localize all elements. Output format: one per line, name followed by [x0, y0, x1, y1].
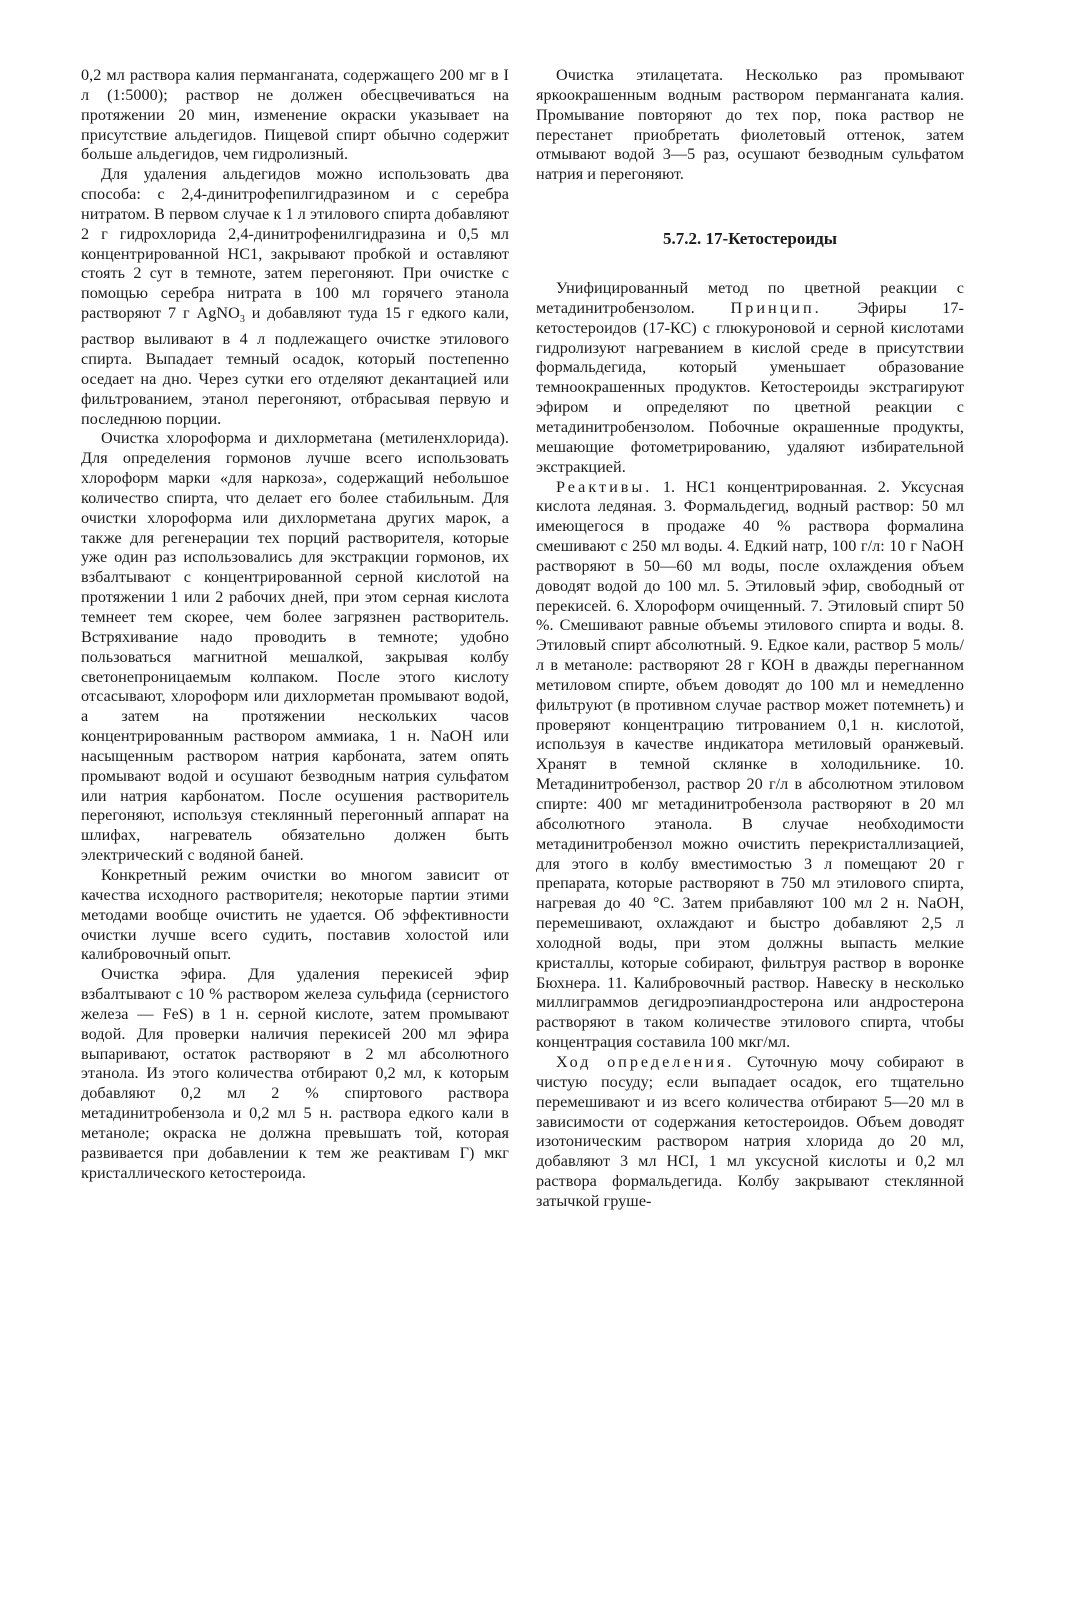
paragraph-purification-mode: Конкретный режим очистки во многом зависит от качества исходного растворителя; некоторые партии этими методами вообще очистить не удается. Об эффективности очистки лучше всего судить, поставив холостой или калибровочный опыт.: [81, 865, 509, 964]
paragraph-ethyl-acetate: Очистка этилацетата. Несколько раз промывают яркоокрашенным водным раствором перманганата калия. Промывание повторяют до тех пор, пока раствор не перестанет приобретать фиолетовый оттенок, затем отмывают водой 3—5 раз, осушают безводным сульфатом натрия и перегоняют.: [536, 66, 964, 184]
paragraph-aldehyde-removal: [81, 165, 509, 429]
left-column: [81, 66, 509, 1183]
right-column: [536, 66, 964, 1212]
section-title: 5.7.2. 17-Кетостероиды: [662, 229, 838, 249]
procedure-text: Суточную мочу собирают в чистую посуду; если выпадает осадок, его тщательно перемешивают и из всего количества отбирают 5—20 мл в зависимости от содержания кетостероидов. Объем доводят изотоническим раствором натрия хлорида до 20 мл, добавляют 3 мл HCI, 1 мл уксусной кислоты и 0,2 мл раствора формальдегида. Колбу закрывают стеклянной затычкой груше-: [536, 1052, 964, 1210]
agno3-subscript: 3: [239, 314, 245, 326]
paragraph-chloroform-purification: Очистка хлороформа и дихлорметана (метиленхлорида). Для определения гормонов лучше всего использовать хлороформ марки «для наркоза», содержащий небольшое количество спирта, что делает его более стабильным. Для очистки хлороформа или дихлорметана других марок, а также для регенерации тех порций растворителя, которые уже один раз использовались для экстракции гормонов, их взбалтывают с концентрированной серной кислотой на протяжении 1 или 2 рабочих дней, при этом серная кислота темнеет тем скорее, чем более загрязнен растворитель. Встряхивание надо проводить в темноте; удобно пользоваться магнитной мешалкой, закрывая колбу светонепроницаемым колпаком. После этого кислоту отсасывают, хлороформ или дихлорметан промывают водой, а затем на протяжении нескольких часов концентрированным раствором аммиака, 1 н. NaOH или насыщенным раствором натрия карбоната, затем опять промывают водой и осушают безводным натрия сульфатом или натрия карбонатом. После осушения растворитель перегоняют, используя стеклянный перегонный аппарат на шлифах, нагреватель обязательно должен быть электрический с водяной баней.: [81, 429, 509, 865]
reagents-text: 1. НС1 концентрированная. 2. Уксусная кислота ледяная. 3. Формальдегид, водный раствор: 50 мл имеющегося в продаже 40 % раствора формалина смешивают с 250 мл воды. 4. Едкий натр, 100 г/л: 10 г NaOH растворяют в 50—60 мл воды, после охлаждения объем доводят водой до 100 мл. 5. Этиловый эфир, свободный от перекисей. 6. Хлороформ очищенный. 7. Этиловый спирт 50 %. Смешивают равные объемы этилового спирта и воды. 8. Этиловый спирт абсолютный. 9. Едкое кали, раствор 5 моль/л в метаноле: растворяют 28 г КОН в дважды перегнанном метиловом спирте, объем доводят до 100 мл и немедленно фильтруют (в противном случае раствор может потемнеть) и проверяют концентрацию титрованием 0,1 н. кислотой, используя в качестве индикатора метиловый оранжевый. Хранят в темной склянке в холодильнике. 10. Метадинитробензол, раствор 20 г/л в абсолютном этиловом спирте: 400 мг метадинитробензола растворяют в 20 мл абсолютного этанола. В случае необходимости метадинитробензол можно очистить перекристаллизацией, для этого в колбу вместимостью 3 л помещают 20 г препарата, которые растворяют в 750 мл этилового спирта, нагревая до 40 °С. Затем прибавляют 100 мл 2 н. NaOH, перемешивают, охлаждают и быстро добавляют 2,5 л холодной воды, при этом должны выпасть мелкие кристаллы, которые собирают, фильтруя раствор в воронке Бюхнера. 11. Калибровочный раствор. Навеску в несколько миллиграммов дегидроэпиандростерона или андростерона растворяют в таком количестве этилового спирта, чтобы концентрация составила 100 мкг/мл.: [536, 477, 964, 1052]
principle-lead: Унифицированный метод по цветной реакции с метадинитробензолом.: [536, 279, 964, 317]
reagents-label: Реактивы.: [556, 477, 653, 496]
paragraph-procedure: [536, 1053, 964, 1212]
principle-text: Эфиры 17-кетостероидов (17-КС) с глюкуроновой и серной кислотами гидролизуют нагреванием в кислой среде в присутствии формальдегида, который уменьшает образование темноокрашенных продуктов. Кетостероиды экстрагируют эфиром и определяют по цветной реакции с метадинитробензолом. Побочные окрашенные продукты, мешающие фотометрированию, удаляют избирательной экстракцией.: [536, 298, 964, 476]
aldehyde-removal-tail: и добавляют туда 15 г едкого кали, раствор выливают в 4 л подлежащего очистке этилового спирта. Выпадает темный осадок, который постепенно оседает на дно. Через сутки его отделяют декантацией или фильтрованием, этанол перегоняют, отбрасывая первую и последнюю порции.: [81, 304, 509, 428]
principle-label: Принцип.: [730, 298, 822, 317]
paragraph-reagents: [536, 478, 964, 1053]
paragraph-ether-purification: Очистка эфира. Для удаления перекисей эфир взбалтывают с 10 % раствором железа сульфида (сернистого железа — FeS) в 1 н. серной кислоте, затем промывают водой. Для проверки наличия перекисей 200 мл эфира выпаривают, остаток растворяют в 2 мл абсолютного этанола. Из этого количества отбирают 0,2 мл, к которым добавляют 0,2 мл 2 % спиртового раствора метадинитробензола и 0,2 мл 5 н. раствора едкого кали в метаноле; окраска не должна превышать той, которая развивается при добавлении к тем же реактивам Г) мкг кристаллического кетостероида.: [81, 965, 509, 1182]
aldehyde-removal-text: Для удаления альдегидов можно использовать два способа: с 2,4-динитрофепилгидразином и с серебра нитратом. В первом случае к 1 л этилового спирта добавляют 2 г гидрохлорида 2,4-динитрофенилгидразина и 0,5 мл концентрированной НС1, закрывают пробкой и оставляют стоять 2 сут в темноте, затем перегоняют. При очистке с помощью серебра нитрата в 100 мл горячего этанола растворяют 7 г AgNO: [81, 165, 509, 323]
paragraph-principle: [536, 279, 964, 477]
paragraph-permanganate-test: 0,2 мл раствора калия перманганата, содержащего 200 мг в I л (1:5000); раствор не должен обесцвечиваться на протяжении 20 мин, изменение окраски указывает на присутствие альдегидов. Пищевой спирт обычно содержит больше альдегидов, чем гидролизный.: [81, 66, 509, 164]
procedure-label: Ход определения.: [556, 1052, 735, 1071]
